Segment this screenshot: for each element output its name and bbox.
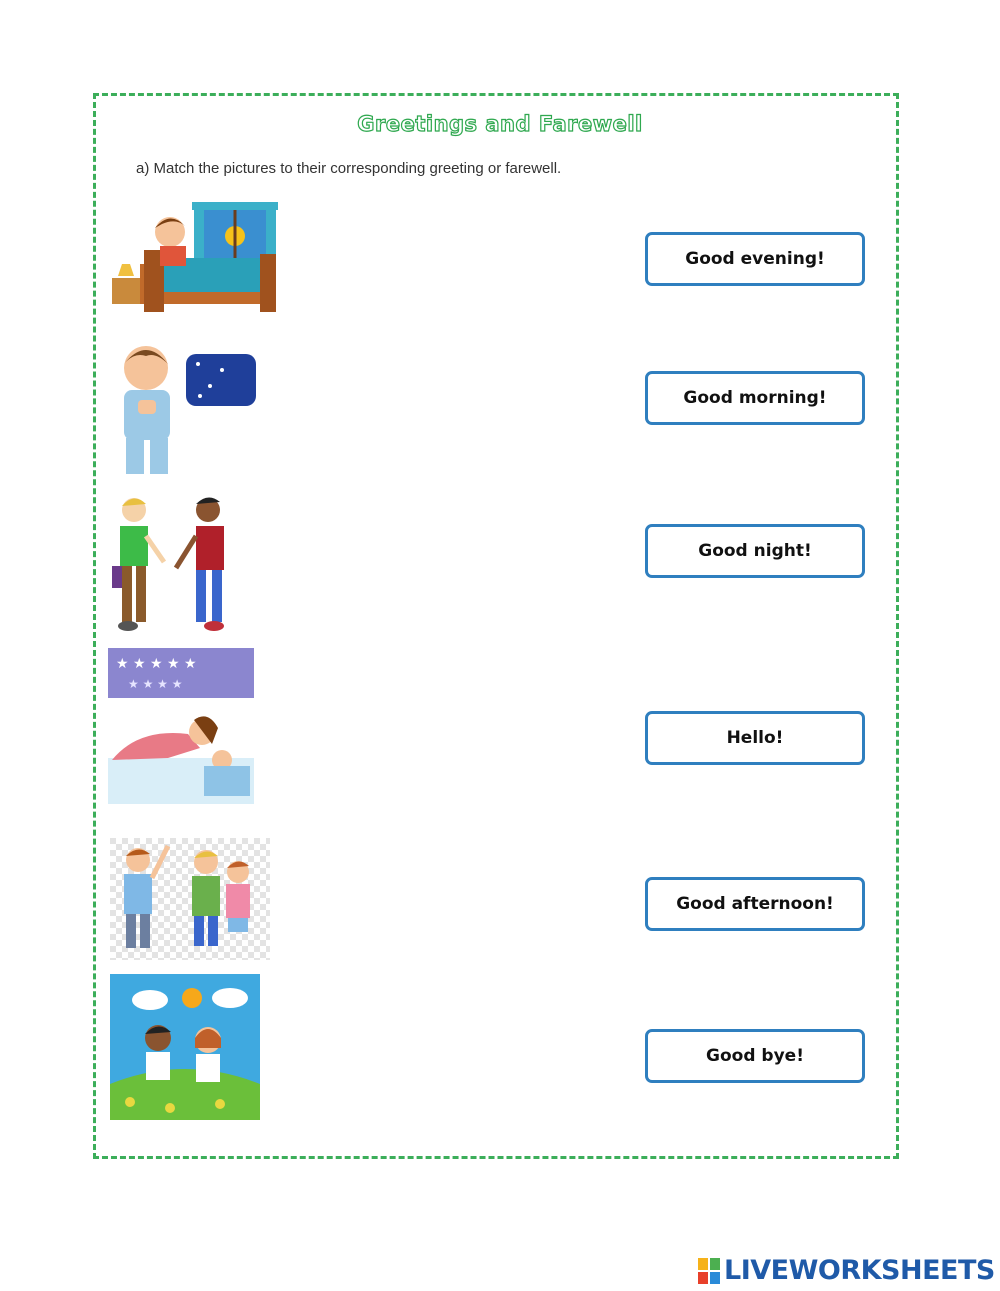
answer-box[interactable]: Good morning!: [645, 371, 865, 425]
answer-box[interactable]: Good evening!: [645, 232, 865, 286]
boy-in-pajamas-night-sky-icon: [110, 340, 260, 480]
liveworksheets-logo-icon: [698, 1258, 720, 1284]
answer-box[interactable]: Good afternoon!: [645, 877, 865, 931]
answer-box[interactable]: Good night!: [645, 524, 865, 578]
answer-box[interactable]: Hello!: [645, 711, 865, 765]
children-under-sun-afternoon-icon: [110, 974, 260, 1120]
two-boys-meeting-icon: [110, 492, 236, 634]
instruction-text: a) Match the pictures to their corresponding greeting or farewell.: [136, 160, 562, 177]
worksheet-title: Greetings and Farewell: [357, 112, 643, 136]
liveworksheets-logo: [698, 1255, 995, 1286]
svg-text:★ ★ ★ ★ ★: ★ ★ ★ ★ ★: [116, 656, 197, 672]
answer-box[interactable]: Good bye!: [645, 1029, 865, 1083]
boy-waking-up-in-bed-icon: [110, 198, 278, 322]
svg-text:★ ★ ★ ★: ★ ★ ★ ★: [128, 677, 183, 691]
mother-kissing-child-at-bedtime-icon: [108, 648, 254, 804]
children-waving-icon: [110, 838, 270, 960]
brand-name: LIVEWORKSHEETS: [724, 1255, 995, 1286]
